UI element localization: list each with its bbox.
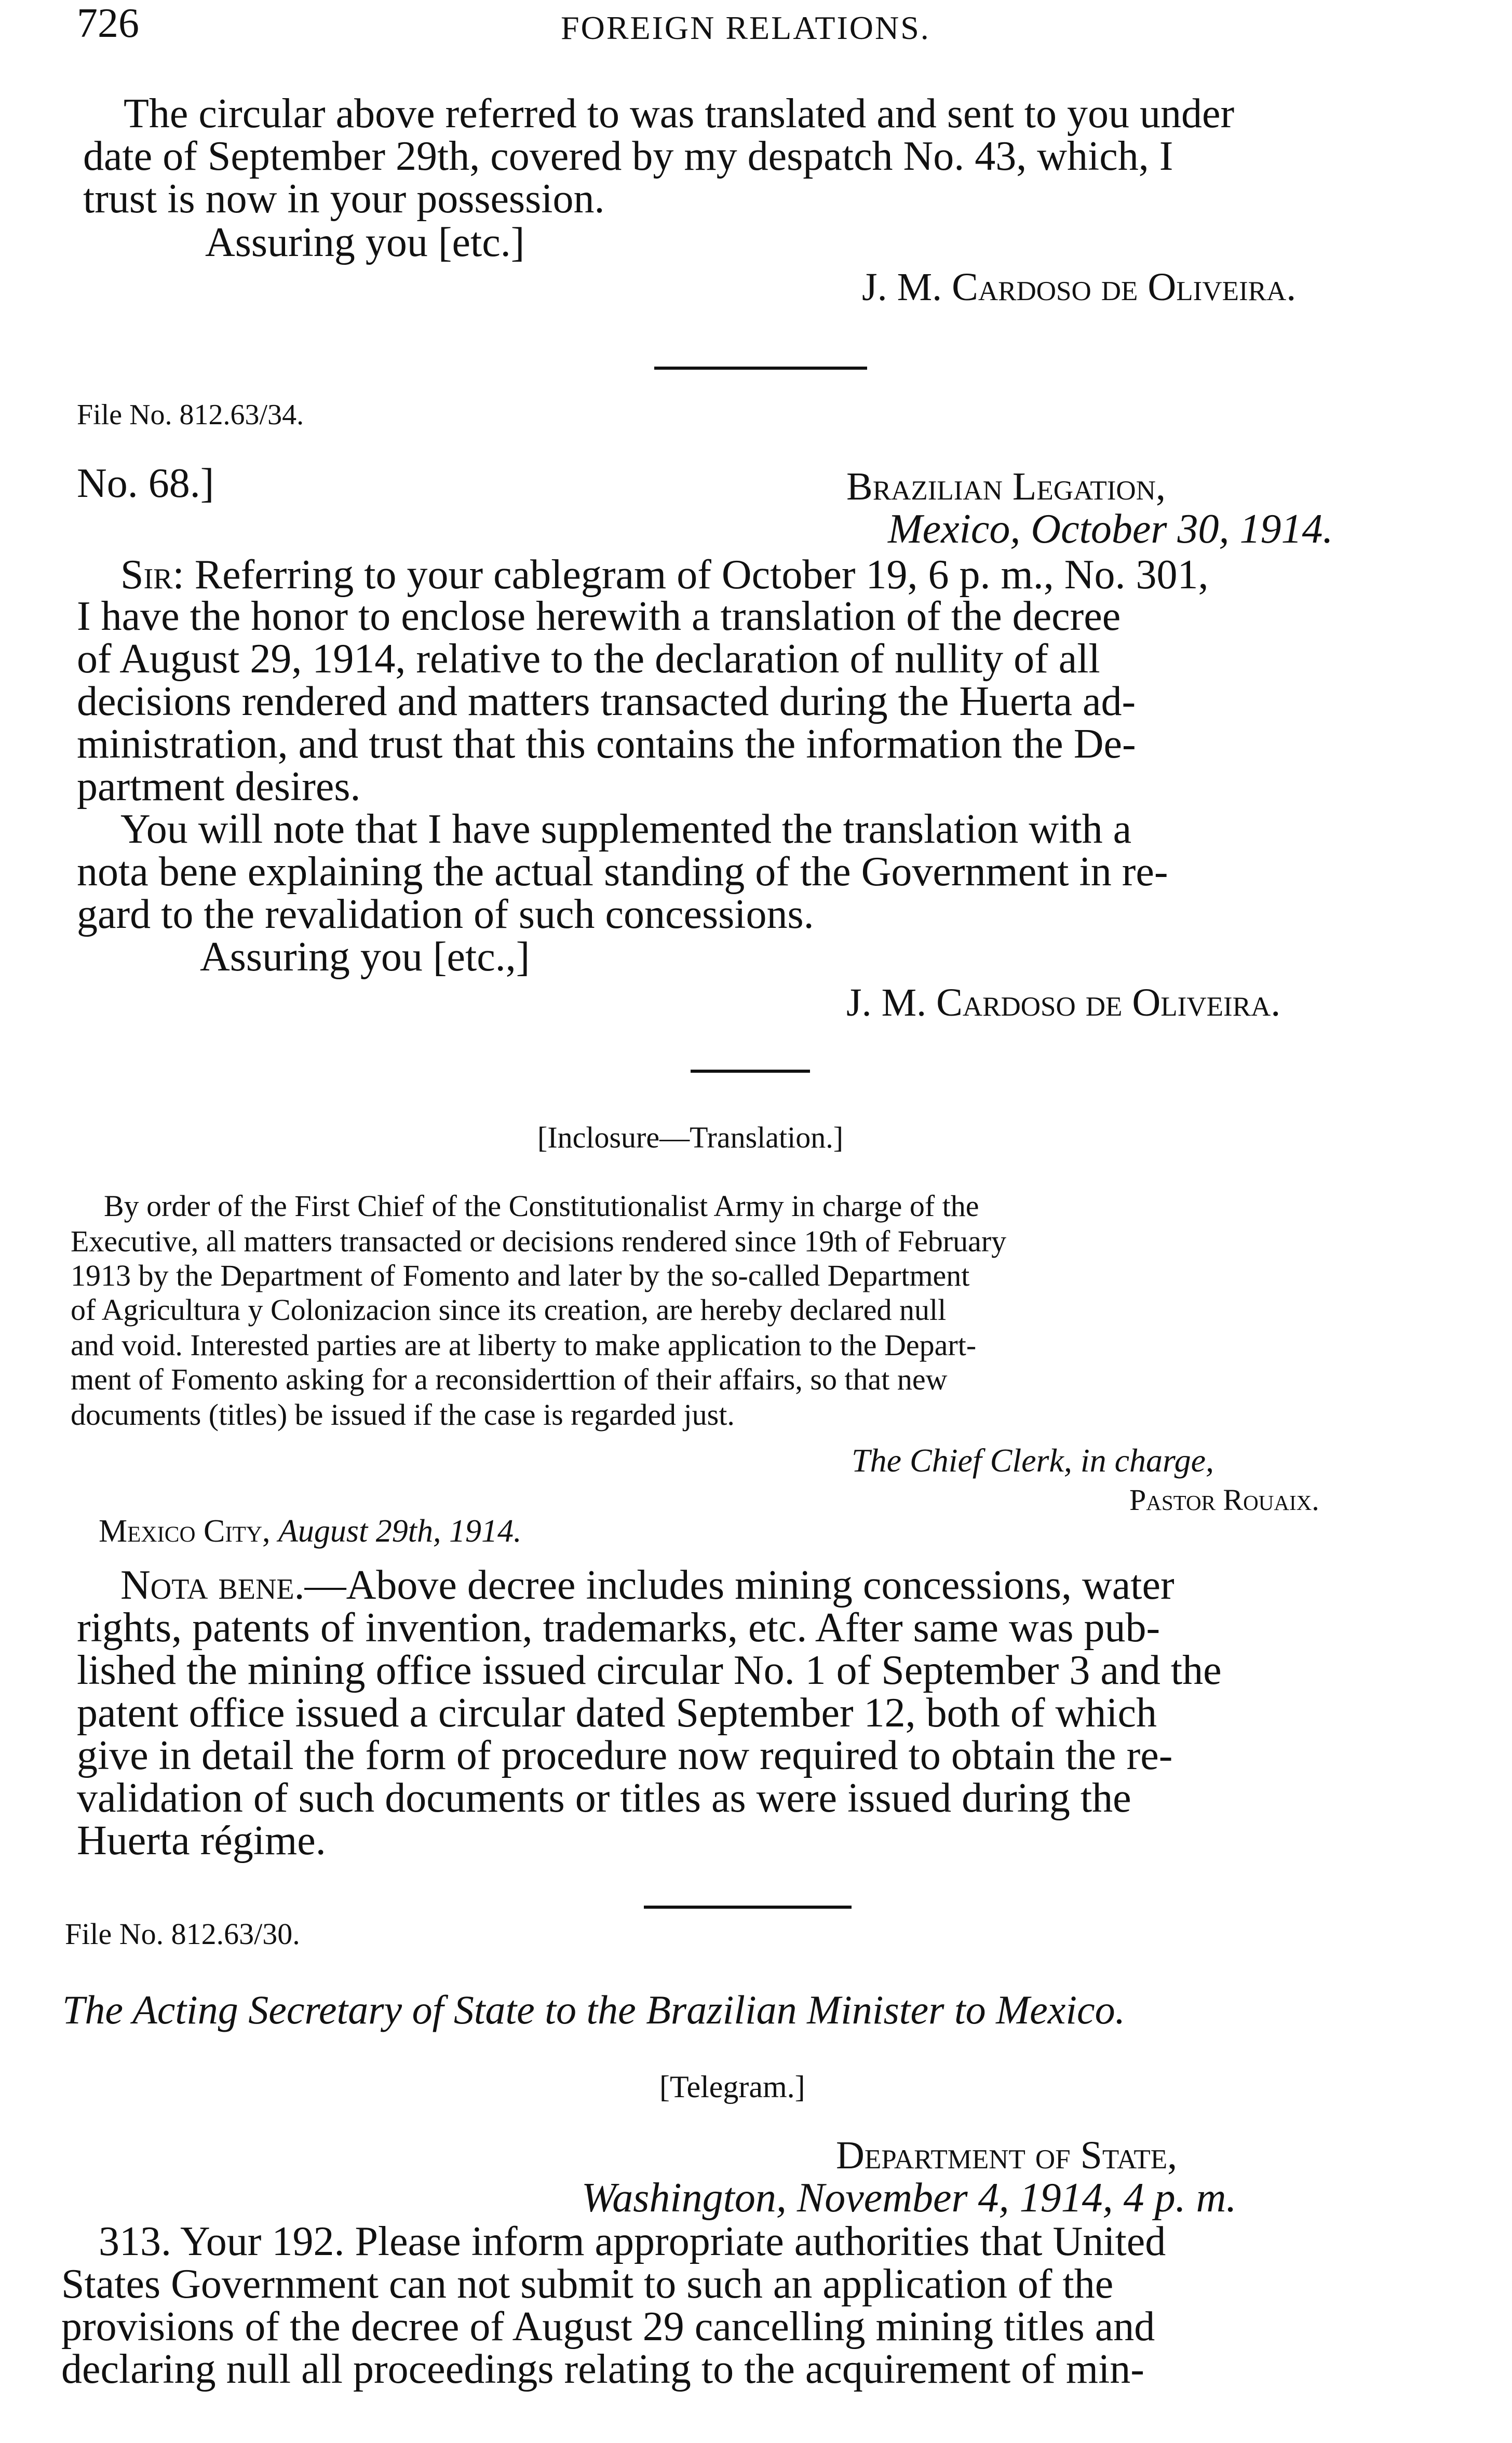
section1-closing: Assuring you [etc.]: [205, 220, 525, 265]
salutation: Sir:: [120, 552, 184, 598]
letter-place-date: Mexico, October 30, 1914.: [888, 506, 1333, 552]
letter-number: No. 68.]: [77, 461, 214, 506]
telegram-heading: The Acting Secretary of State to the Brazilian Minister to Mexico.: [62, 1987, 1126, 2032]
inclosure-line-1: By order of the First Chief of the Constitutionalist Army in charge of the: [104, 1189, 979, 1223]
nota-bene-line-3: lished the mining office issued circular No. 1 of September 3 and the: [77, 1648, 1222, 1693]
file-number-2: File No. 812.63/30.: [65, 1917, 300, 1951]
letter-paragraph-1-line-3: of August 29, 1914, relative to the declaration of nullity of all: [77, 636, 1100, 682]
chief-clerk-title: The Chief Clerk, in charge,: [852, 1442, 1214, 1479]
inclosure-line-5: and void. Interested parties are at liberty to make application to the Depart-: [71, 1328, 977, 1362]
nota-bene-line-7: Huerta régime.: [77, 1818, 326, 1864]
page-number: 726: [77, 1, 139, 46]
telegram-department: Department of State,: [836, 2134, 1178, 2177]
nota-bene-line-1-text: —Above decree includes mining concessions, water: [304, 1562, 1174, 1608]
telegram-place-date: Washington, November 4, 1914, 4 p. m.: [582, 2175, 1237, 2221]
inclosure-line-7: documents (titles) be issued if the case is regarded just.: [71, 1398, 735, 1432]
letter-paragraph-2-line-2: nota bene explaining the actual standing of the Government in re-: [77, 849, 1168, 895]
inclosure-line-4: of Agricultura y Colonizacion since its creation, are hereby declared null: [71, 1293, 947, 1327]
running-title: FOREIGN RELATIONS.: [561, 9, 930, 46]
inclosure-date: August 29th, 1914.: [278, 1514, 522, 1549]
nota-bene-label: Nota bene.: [120, 1562, 305, 1608]
letter-signature: J. M. Cardoso de Oliveira.: [846, 981, 1281, 1024]
telegram-line-2: States Government can not submit to such an application of the: [61, 2261, 1114, 2307]
letter-closing: Assuring you [etc.,]: [200, 934, 530, 980]
inclosure-heading: [Inclosure—Translation.]: [537, 1121, 844, 1154]
inclosure-line-3: 1913 by the Department of Fomento and later by the so-called Department: [71, 1259, 970, 1292]
letter-paragraph-1-line-5: ministration, and trust that this contains the information the De-: [77, 721, 1136, 767]
inclosure-line-6: ment of Fomento asking for a reconsiderttion of their affairs, so that new: [71, 1362, 948, 1396]
section1-signature: J. M. Cardoso de Oliveira.: [862, 265, 1297, 309]
telegram-line-4: declaring null all proceedings relating to the acquirement of min-: [61, 2346, 1144, 2392]
nota-bene-line-2: rights, patents of invention, trademarks, etc. After same was pub-: [77, 1605, 1160, 1651]
inclosure-line-2: Executive, all matters transacted or decisions rendered since 19th of February: [71, 1224, 1007, 1258]
section1-line-1: The circular above referred to was translated and sent to you under: [124, 91, 1235, 137]
legation-name: Brazilian Legation,: [846, 465, 1166, 508]
divider-rule-3: [644, 1906, 852, 1909]
section1-line-2: date of September 29th, covered by my despatch No. 43, which, I: [83, 133, 1173, 179]
letter-paragraph-1-first-line-text: Referring to your cablegram of October 19, 6 p. m., No. 301,: [194, 552, 1209, 598]
nota-bene-line-5: give in detail the form of procedure now required to obtain the re-: [77, 1733, 1173, 1778]
divider-rule-1: [654, 367, 867, 370]
divider-rule-2: [691, 1070, 810, 1073]
chief-clerk-signer: Pastor Rouaix.: [1129, 1483, 1319, 1517]
file-number-1: File No. 812.63/34.: [77, 399, 304, 431]
letter-paragraph-2-line-3: gard to the revalidation of such concessions.: [77, 892, 814, 937]
inclosure-place: Mexico City,: [99, 1514, 271, 1549]
letter-paragraph-1-line-4: decisions rendered and matters transacted during the Huerta ad-: [77, 679, 1136, 724]
letter-paragraph-1-line-2: I have the honor to enclose herewith a translation of the decree: [77, 593, 1121, 639]
telegram-line-3: provisions of the decree of August 29 cancelling mining titles and: [61, 2304, 1155, 2350]
nota-bene-line-6: validation of such documents or titles as were issued during the: [77, 1775, 1131, 1821]
letter-paragraph-1-first-line: [120, 554, 1209, 596]
letter-paragraph-1-line-6: partment desires.: [77, 764, 361, 809]
nota-bene-line-4: patent office issued a circular dated September 12, both of which: [77, 1690, 1157, 1736]
nota-bene-line-1: [120, 1564, 1174, 1607]
telegram-label: [Telegram.]: [659, 2070, 805, 2104]
inclosure-place-date: [99, 1515, 521, 1547]
section1-line-3: trust is now in your possession.: [83, 176, 605, 222]
letter-paragraph-2-line-1: You will note that I have supplemented the translation with a: [120, 806, 1132, 852]
telegram-line-1: 313. Your 192. Please inform appropriate authorities that United: [99, 2219, 1166, 2264]
